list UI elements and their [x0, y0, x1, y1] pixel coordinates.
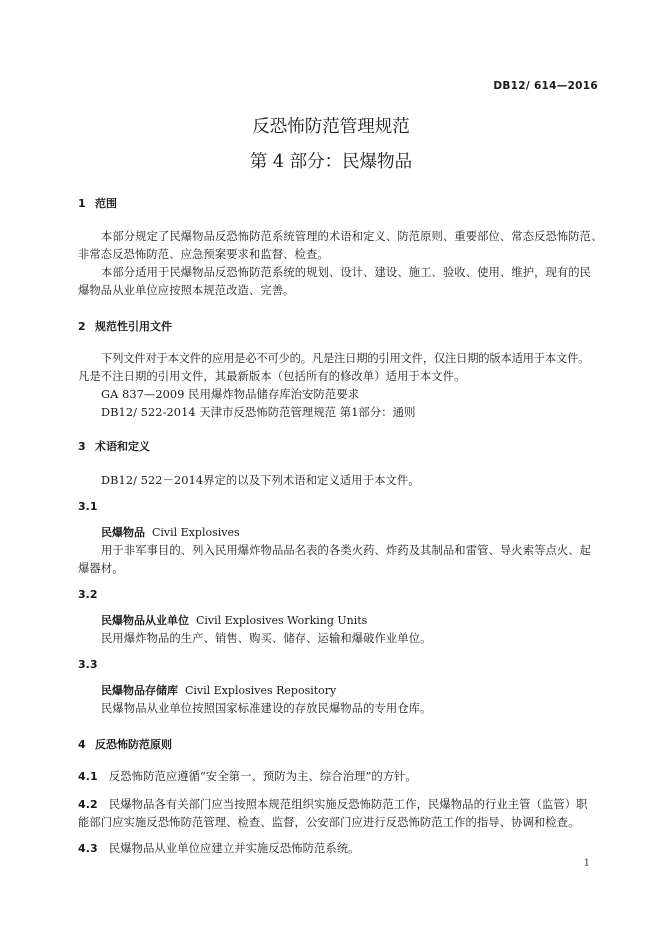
clause-number: 3.2: [78, 588, 98, 601]
term-zh: 民爆物品: [101, 526, 145, 539]
term-en: Civil Explosives Working Units: [196, 614, 368, 627]
paragraph-text: 爆物品从业单位应按照本规范改造、完善。: [78, 284, 295, 297]
paragraph-text: 下列文件对于本文件的应用是必不可少的。凡是注日期的引用文件，仅注日期的版本适用于本文件。: [101, 352, 590, 365]
clause-4-1: [78, 768, 417, 784]
paragraph-text: 本部分规定了民爆物品反恐怖防范系统管理的术语和定义、防范原则、重要部位、常态反恐怖防范、: [101, 230, 603, 243]
reference-item: DB12/ 522-2014 天津市反恐怖防范管理规范 第1部分：通则: [101, 406, 416, 419]
paragraph-text: 凡是不注日期的引用文件，其最新版本（包括所有的修改单）适用于本文件。: [78, 370, 466, 383]
clause-text: 民爆物品从业单位应建立并实施反恐怖防范系统。: [108, 842, 360, 855]
term-zh: 民爆物品从业单位: [101, 614, 189, 627]
section-number: 1: [78, 197, 86, 210]
document-part-title: 第 4 部分：民爆物品: [249, 152, 413, 172]
term-definition: 爆器材。: [78, 562, 124, 575]
reference-item: GA 837—2009 民用爆炸物品储存库治安防范要求: [101, 388, 360, 401]
page-number: 1: [583, 858, 590, 869]
clause-number: 3.3: [78, 658, 98, 671]
section-number: 2: [78, 320, 86, 333]
section-1-heading: [78, 195, 117, 211]
term-definition: 民爆物品从业单位按照国家标准建设的存放民爆物品的专用仓库。: [101, 702, 432, 715]
section-title: 范围: [95, 197, 117, 210]
term-entry: [101, 612, 367, 628]
section-4-heading: [78, 736, 172, 752]
clause-4-3: [78, 840, 360, 856]
term-zh: 民爆物品存储库: [101, 684, 178, 697]
section-2-heading: [78, 318, 172, 334]
section-title: 反恐怖防范原则: [95, 738, 172, 751]
clause-text: 民爆物品各有关部门应当按照本规范组织实施反恐怖防范工作，民爆物品的行业主管（监管）职: [108, 798, 588, 811]
clause-text: 反恐怖防范应遵循“安全第一、预防为主、综合治理”的方针。: [108, 770, 417, 783]
section-number: 4: [78, 738, 86, 751]
section-title: 规范性引用文件: [95, 320, 172, 333]
clause-number: 4.2: [78, 798, 98, 811]
term-entry: [101, 682, 336, 698]
document-title: 反恐怖防范管理规范: [252, 117, 410, 137]
standard-number: DB12/ 614—2016: [493, 80, 598, 92]
section-number: 3: [78, 440, 86, 453]
term-definition: 用于非军事目的、列入民用爆炸物品品名表的各类火药、炸药及其制品和雷管、导火索等点火、起: [101, 544, 592, 557]
paragraph-text: DB12/ 522－2014界定的以及下列术语和定义适用于本文件。: [101, 474, 420, 487]
clause-number: 4.1: [78, 770, 98, 783]
section-title: 术语和定义: [95, 440, 150, 453]
paragraph-text: 非常态反恐怖防范、应急预案要求和监督、检查。: [78, 248, 329, 261]
term-definition: 民用爆炸物品的生产、销售、购买、储存、运输和爆破作业单位。: [101, 632, 432, 645]
term-entry: [101, 524, 240, 540]
paragraph-text: 本部分适用于民爆物品反恐怖防范系统的规划、设计、建设、施工、验收、使用、维护，现有的民: [101, 266, 592, 279]
section-3-heading: [78, 438, 150, 454]
clause-text: 能部门应实施反恐怖防范管理、检查、监督，公安部门应进行反恐怖防范工作的指导、协调和检查。: [78, 816, 580, 829]
term-en: Civil Explosives: [152, 526, 240, 539]
term-en: Civil Explosives Repository: [185, 684, 337, 697]
clause-number: 3.1: [78, 500, 98, 513]
clause-4-2: [78, 796, 588, 812]
clause-number: 4.3: [78, 842, 98, 855]
